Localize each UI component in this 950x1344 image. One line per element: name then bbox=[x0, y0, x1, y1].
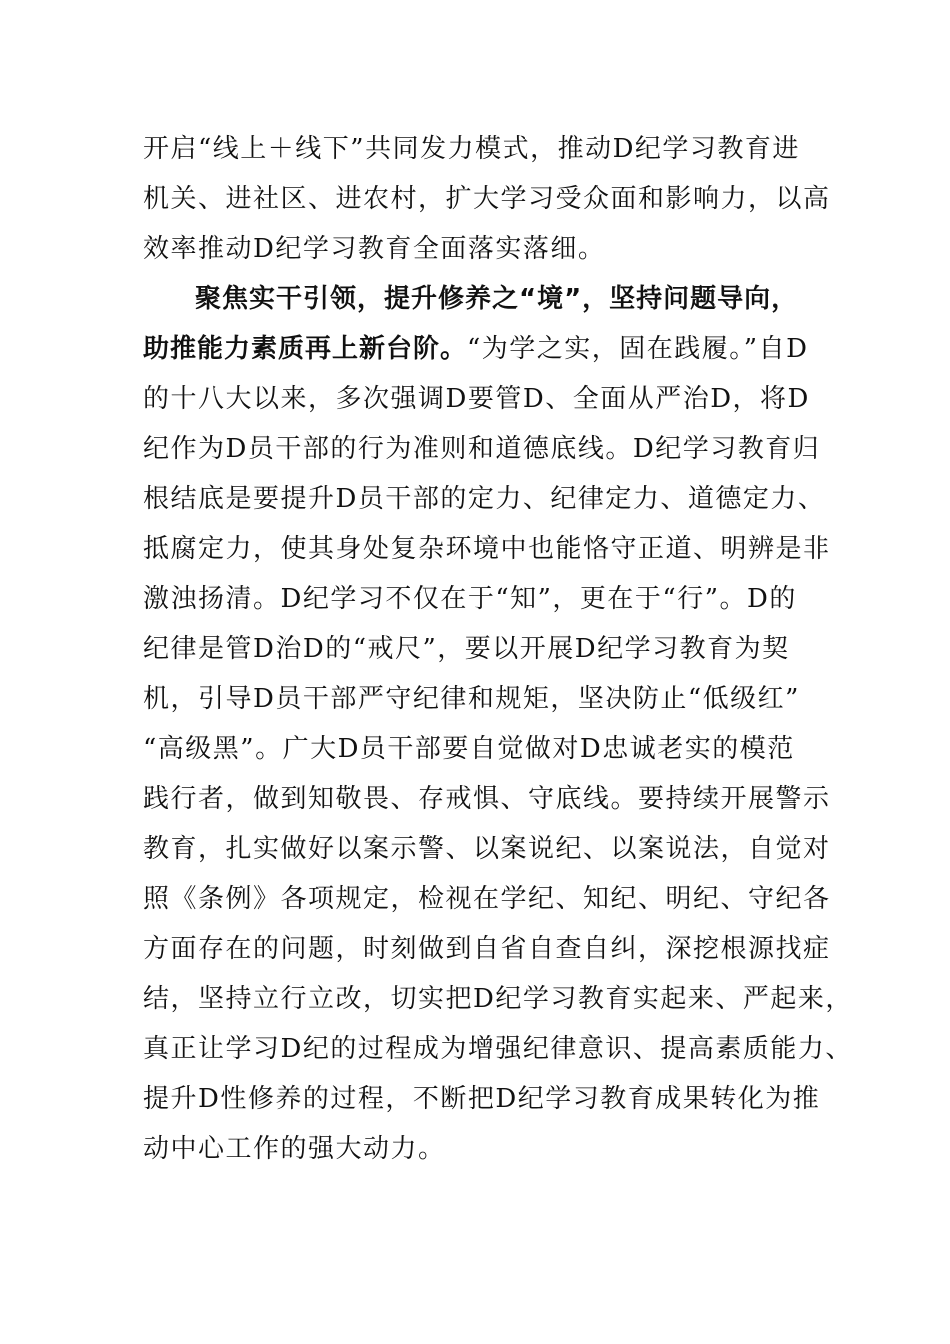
text-line: 纪律是管D治D的“戒尺”，要以开展D纪学习教育为契 bbox=[143, 634, 790, 664]
text-line: 开启“线上＋线下”共同发力模式，推动D纪学习教育进 bbox=[143, 134, 800, 164]
text-line: 激浊扬清。D纪学习不仅在于“知”，更在于“行”。D的 bbox=[143, 584, 797, 614]
document-body bbox=[143, 124, 853, 1174]
paragraph-2 bbox=[143, 274, 853, 1174]
text-line: 方面存在的问题，时刻做到自省自查自纠，深挖根源找症 bbox=[143, 934, 831, 964]
section-heading-continued: 助推能力素质再上新台阶。 bbox=[143, 334, 468, 364]
text-line: 教育，扎实做好以案示警、以案说纪、以案说法，自觉对 bbox=[143, 834, 831, 864]
text-line: 提升D性修养的过程，不断把D纪学习教育成果转化为推 bbox=[143, 1084, 821, 1114]
text-line: 纪作为D员干部的行为准则和道德底线。D纪学习教育归 bbox=[143, 434, 821, 464]
text-line: 根结底是要提升D员干部的定力、纪律定力、道德定力、 bbox=[143, 484, 826, 514]
text-line: 机关、进社区、进农村，扩大学习受众面和影响力，以高 bbox=[143, 184, 831, 214]
text-line: 的十八大以来，多次强调D要管D、全面从严治D，将D bbox=[143, 384, 810, 414]
text-line: 照《条例》各项规定，检视在学纪、知纪、明纪、守纪各 bbox=[143, 884, 831, 914]
text-line: 动中心工作的强大动力。 bbox=[143, 1134, 446, 1164]
text-line: 抵腐定力，使其身处复杂环境中也能恪守正道、明辨是非 bbox=[143, 534, 831, 564]
text-line: 结，坚持立行立改，切实把D纪学习教育实起来、严起来， bbox=[143, 984, 853, 1014]
section-heading: 聚焦实干引领，提升修养之“境”，坚持问题导向， bbox=[195, 284, 799, 314]
text-line bbox=[143, 324, 823, 374]
text-line: 真正让学习D纪的过程成为增强纪律意识、提高素质能力、 bbox=[143, 1034, 853, 1064]
quote-text: “为学之实，固在践履。”自D bbox=[467, 334, 809, 364]
text-line: 践行者，做到知敬畏、存戒惧、守底线。要持续开展警示 bbox=[143, 784, 831, 814]
text-line: “高级黑”。广大D员干部要自觉做对D忠诚老实的模范 bbox=[143, 734, 795, 764]
text-line: 效率推动D纪学习教育全面落实落细。 bbox=[143, 234, 606, 264]
paragraph-1 bbox=[143, 124, 831, 274]
text-line: 机，引导D员干部严守纪律和规矩，坚决防止“低级红” bbox=[143, 684, 800, 714]
